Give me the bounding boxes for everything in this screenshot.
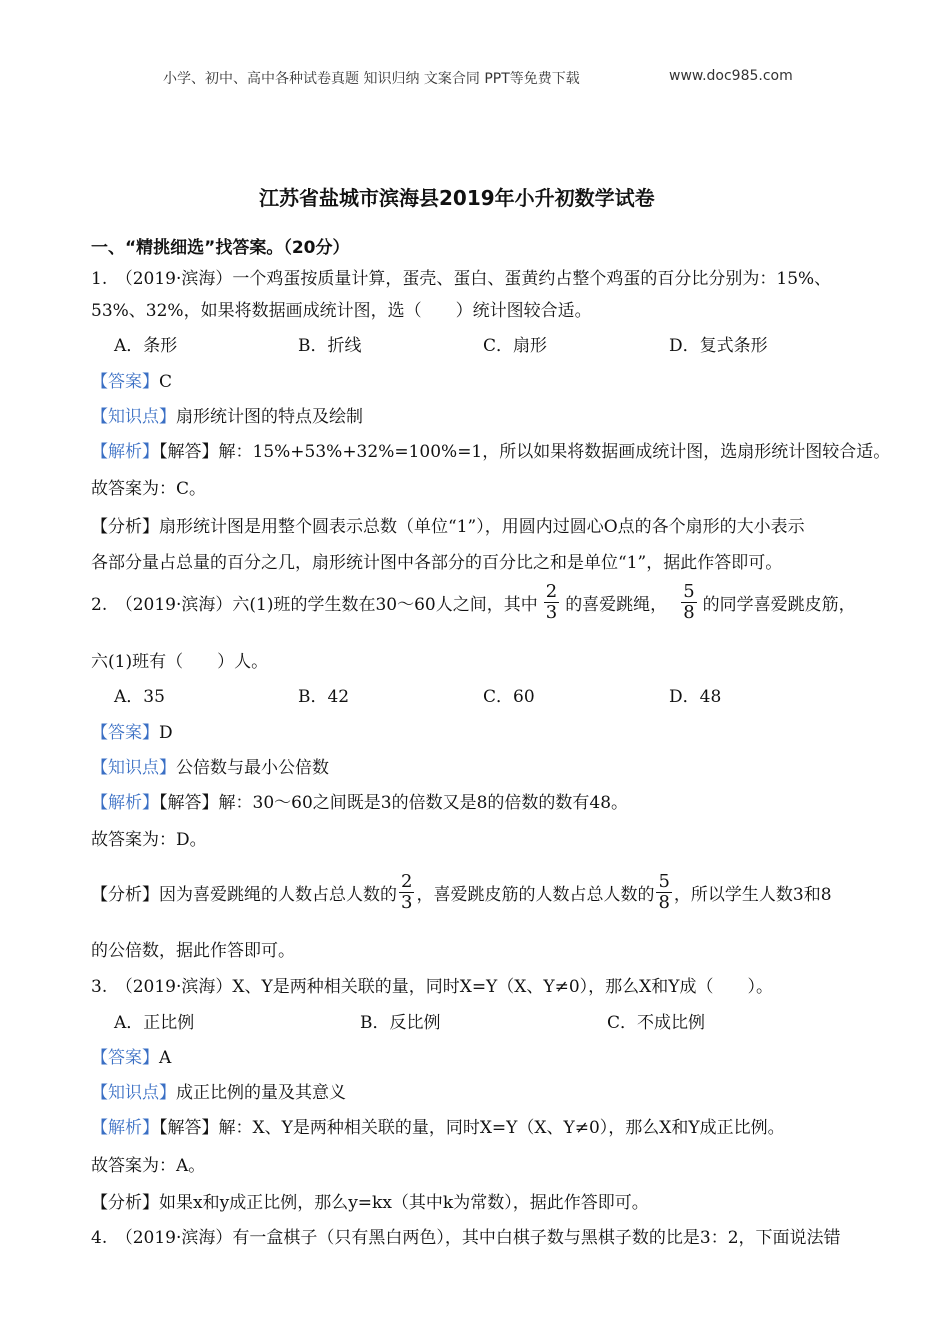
answer-label: 【答案】 [91,1048,159,1068]
fraction-numerator: 5 [658,871,670,892]
q1-option-c: C．扇形 [483,336,548,356]
q2-option-d: D．48 [669,687,722,707]
q1-fenxi-line1: 扇形统计图是用整个圆表示总数（单位“1”），用圆内过圆心O点的各个扇形的大小表示 [159,517,805,537]
q2-knowledge [91,753,329,778]
fraction-numerator: 5 [683,581,695,602]
q1-knowledge [91,402,363,427]
knowledge-label: 【知识点】 [91,407,176,427]
q3-fenxi-line1: 如果x和y成正比例，那么y=kx（其中k为常数），据此作答即可。 [159,1193,649,1213]
q1-knowledge-value: 扇形统计图的特点及绘制 [176,407,363,427]
q3-option-c: C．不成比例 [607,1013,706,1033]
fraction-denominator: 3 [401,891,413,913]
fenxi-label: 【分析】 [91,1193,159,1213]
analysis-label: 【解析】 [91,442,159,462]
q1-option-a: A．条形 [114,336,178,356]
q2-option-c: C．60 [483,687,535,707]
q3-analysis-value: 【解答】解：X、Y是两种相关联的量，同时X=Y（X、Y≠0），那么X和Y成正比例。 [159,1118,785,1138]
q3-analysis [91,1113,785,1138]
q1-analysis [91,437,890,462]
q1-option-b: B．折线 [298,336,362,356]
q3-knowledge-value: 成正比例的量及其意义 [176,1083,346,1103]
knowledge-label: 【知识点】 [91,758,176,778]
fraction-numerator: 2 [545,581,558,602]
q1-conclusion: 故答案为：C。 [91,479,207,499]
fenxi-label: 【分析】 [91,517,159,537]
fraction-2-3 [399,872,414,913]
fraction-5-8 [681,582,696,623]
q2-option-b: B．42 [298,687,350,707]
q2-text-line2: 六(1)班有（ ）人。 [91,652,269,672]
q2-fenxi-post: ，所以学生人数3和8 [673,884,832,905]
q2-knowledge-value: 公倍数与最小公倍数 [176,758,329,778]
fenxi-label: 【分析】 [91,884,159,905]
q1-fenxi-line2: 各部分量占总量的百分之几，扇形统计图中各部分的百分比之和是单位“1”，据此作答即可。 [91,553,783,573]
q3-conclusion: 故答案为：A。 [91,1156,206,1176]
fraction-5-8 [656,872,671,913]
q3-fenxi [91,1188,649,1213]
q1-answer-value: C [159,372,173,392]
fraction-denominator: 3 [545,601,558,623]
fraction-numerator: 2 [401,871,413,892]
q1-answer [91,367,172,392]
q1-text-line1: 1. （2019·滨海）一个鸡蛋按质量计算，蛋壳、蛋白、蛋黄约占整个鸡蛋的百分比分别为：15%、 [91,269,832,289]
header-site[interactable]: www.doc985.com [669,68,793,84]
q2-analysis-value: 【解答】解：30～60之间既是3的倍数又是8的倍数的数有48。 [159,793,629,813]
q2-text-line1 [91,582,856,623]
q3-answer-value: A [159,1048,172,1068]
q3-option-a: A．正比例 [114,1013,195,1033]
q2-fenxi-line2: 的公倍数，据此作答即可。 [91,941,295,961]
q3-answer [91,1043,171,1068]
section-heading: 一、“精挑细选”找答案。（20分） [91,238,350,258]
analysis-label: 【解析】 [91,793,159,813]
q2-option-a: A．35 [114,687,165,707]
q3-knowledge [91,1078,346,1103]
fraction-2-3 [544,582,559,623]
fraction-denominator: 8 [683,601,695,623]
q2-fenxi-line1 [91,872,832,913]
q1-text-line2: 53%、32%，如果将数据画成统计图，选（ ）统计图较合适。 [91,301,592,321]
q2-answer-value: D [159,723,173,743]
q3-text-line1: 3. （2019·滨海）X、Y是两种相关联的量，同时X=Y（X、Y≠0），那么X和Y成（ ）。 [91,977,773,997]
q2-conclusion: 故答案为：D。 [91,830,207,850]
q2-pre: 2. （2019·滨海）六(1)班的学生数在30～60人之间，其中 [91,594,538,615]
fraction-denominator: 8 [658,891,670,913]
header-text: 小学、初中、高中各种试卷真题 知识归纳 文案合同 PPT等免费下载 [163,71,580,87]
answer-label: 【答案】 [91,723,159,743]
knowledge-label: 【知识点】 [91,1083,176,1103]
q1-fenxi [91,512,805,537]
q1-analysis-value: 【解答】解：15%+53%+32%=100%=1，所以如果将数据画成统计图，选扇形统计图较合适。 [159,442,891,462]
q4-text-line1: 4. （2019·滨海）有一盒棋子（只有黑白两色），其中白棋子数与黑棋子数的比是3：2，下面说法错 [91,1228,841,1248]
q2-analysis [91,788,628,813]
q2-fenxi-pre: 因为喜爱跳绳的人数占总人数的 [159,884,397,905]
q2-post: 的同学喜爱跳皮筋， [702,594,856,615]
q3-option-b: B．反比例 [360,1013,441,1033]
page-title: 江苏省盐城市滨海县2019年小升初数学试卷 [259,186,655,210]
q2-fenxi-mid: ，喜爱跳皮筋的人数占总人数的 [416,884,655,905]
answer-label: 【答案】 [91,372,159,392]
q1-option-d: D．复式条形 [669,336,768,356]
q2-mid: 的喜爱跳绳， [565,594,668,615]
analysis-label: 【解析】 [91,1118,159,1138]
q2-answer [91,718,173,743]
